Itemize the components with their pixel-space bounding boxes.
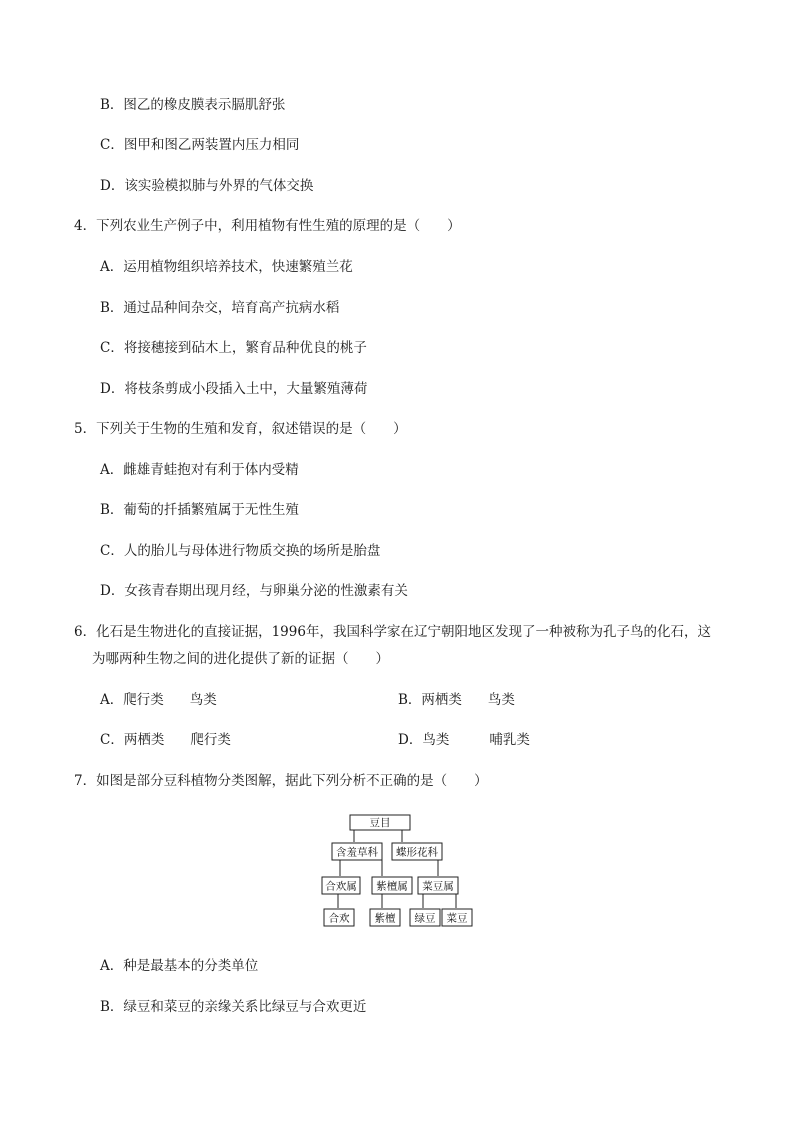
q6-option-d <box>398 731 530 749</box>
classification-tree-diagram <box>318 812 478 932</box>
q7-option-a: A．种是最基本的分类单位 <box>100 958 259 974</box>
q5-option-d: D．女孩青春期出现月经，与卵巢分泌的性激素有关 <box>100 583 408 599</box>
q6-option-a-label: A．爬行类 <box>100 692 164 708</box>
genus1-label: 合欢属 <box>325 880 357 893</box>
q5-option-a: A．雌雄青蛙抱对有利于体内受精 <box>100 462 299 478</box>
order-label: 豆目 <box>369 817 391 829</box>
q6-option-a-value: 鸟类 <box>189 692 217 708</box>
q4-option-c: C．将接穗接到砧木上，繁育品种优良的桃子 <box>100 340 367 356</box>
q4-stem: 4．下列农业生产例子中，利用植物有性生殖的原理的是（ ） <box>74 218 461 234</box>
q6-option-c-label: C．两栖类 <box>100 732 165 748</box>
species2-label: 紫檀 <box>374 912 396 925</box>
q6-stem-line2: 为哪两种生物之间的进化提供了新的证据（ ） <box>92 651 389 667</box>
q5-option-b: B．葡萄的扦插繁殖属于无性生殖 <box>100 502 299 518</box>
q6-option-c <box>100 731 231 749</box>
q3-option-c: C．图甲和图乙两装置内压力相同 <box>100 137 300 153</box>
q6-option-d-label: D．鸟类 <box>398 732 450 748</box>
q6-option-b <box>398 691 515 709</box>
q6-option-b-label: B．两栖类 <box>398 692 462 708</box>
q3-option-b: B．图乙的橡皮膜表示膈肌舒张 <box>100 97 286 113</box>
family2-label: 蝶形花科 <box>396 846 438 859</box>
q6-option-b-value: 鸟类 <box>487 692 515 708</box>
q6-option-a <box>100 691 217 709</box>
q5-stem: 5．下列关于生物的生殖和发育，叙述错误的是（ ） <box>74 421 407 437</box>
q4-option-a: A．运用植物组织培养技术，快速繁殖兰花 <box>100 259 353 275</box>
q6-option-c-value: 爬行类 <box>190 732 231 748</box>
species4-label: 菜豆 <box>446 912 468 925</box>
species3-label: 绿豆 <box>414 912 436 925</box>
q6-stem-line1: 6．化石是生物进化的直接证据，1996年，我国科学家在辽宁朝阳地区发现了一种被称为孔子鸟的化石，这 <box>74 624 711 640</box>
q4-option-b: B．通过品种间杂交，培育高产抗病水稻 <box>100 300 340 316</box>
q7-option-b: B．绿豆和菜豆的亲缘关系比绿豆与合欢更近 <box>100 999 367 1015</box>
family1-label: 含羞草科 <box>336 846 378 859</box>
genus2-label: 紫檀属 <box>376 880 408 893</box>
q6-option-d-value: 哺乳类 <box>489 732 530 748</box>
q7-stem: 7．如图是部分豆科植物分类图解，据此下列分析不正确的是（ ） <box>74 773 488 789</box>
genus3-label: 菜豆属 <box>422 880 454 893</box>
q5-option-c: C．人的胎儿与母体进行物质交换的场所是胎盘 <box>100 543 381 559</box>
q3-option-d: D．该实验模拟肺与外界的气体交换 <box>100 178 314 194</box>
species1-label: 合欢 <box>328 912 350 925</box>
q4-option-d: D．将枝条剪成小段插入土中，大量繁殖薄荷 <box>100 381 368 397</box>
